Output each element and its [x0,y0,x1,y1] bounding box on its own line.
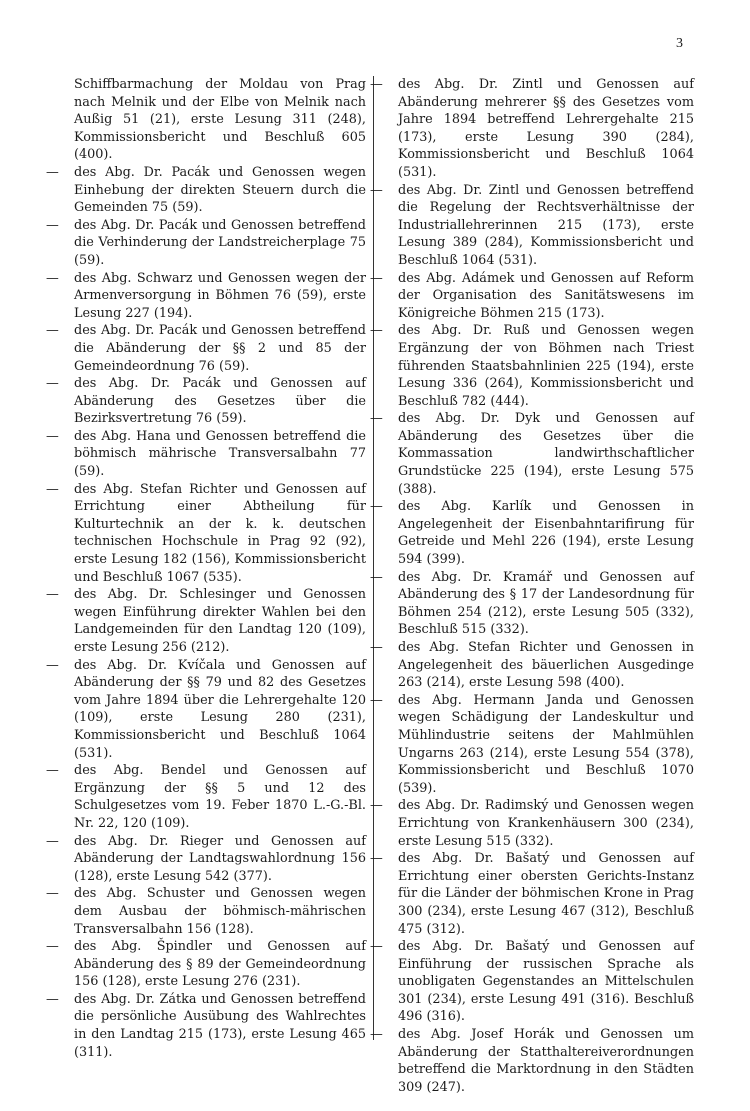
entry-text: des Abg. Hana und Genossen betreffend die böhmisch mährische Transversalbahn 77 (59). [74,428,366,480]
entry-dash: — [46,164,59,180]
index-entry [46,938,366,991]
entry-dash: — [370,798,383,814]
index-entry [370,850,694,938]
entry-text: des Abg. Dr. Dyk und Genossen auf Abänderung des Gesetzes über die Kommassation landwirthschaftlicher Grundstücke 225 (194), erste Lesung 575 (388). [398,411,694,497]
entry-dash: — [46,587,59,603]
index-entry [370,322,694,410]
entry-text: des Abg. Dr. Pacák und Genossen betreffend die Verhinderung der Landstreicherplage 75 (59). [74,217,366,268]
entry-dash: — [46,217,59,233]
entry-text: des Abg. Dr. Zintl und Genossen auf Abänderung mehrerer §§ des Gesetzes vom Jahre 1894 betreffend Lehrergehalte 215 (173), erste Lesung 390 (284), Kommissionsbericht und Beschluß 1064 (531). [398,77,694,180]
entry-text: des Abg. Josef Horák und Genossen um Abänderung der Statthaltereiverordnungen betreffend die Marktordnung in den Städten 309 (247). [398,1027,694,1095]
entry-text: des Abg. Dr. Zátka und Genossen betreffend die persönliche Ausübung des Wahlrechtes in den Landtag 215 (173), erste Lesung 465 (311). [74,991,366,1060]
entry-text: des Abg. Dr. Kvíčala und Genossen auf Abänderung der §§ 79 und 82 des Gesetzes vom Jahre 1894 über die Lehrergehalte 120 (109), erste Lesung 280 (231), Kommissionsbericht und Beschluß 1064 (531). [74,657,366,761]
index-entry [46,657,366,763]
entry-dash: — [370,270,383,286]
entry-dash: — [370,939,383,955]
entry-dash: — [370,182,383,198]
index-entry [46,833,366,886]
entry-dash: — [370,1027,383,1043]
index-entry [46,481,366,587]
index-entry [60,76,366,164]
entry-dash: — [370,499,383,515]
entry-text: des Abg. Dr. Bašatý und Genossen auf Einführung der russischen Sprache als unobligaten Gegenstandes an Mittelschulen 301 (234), erste Lesung 491 (316). Beschluß 496 (316). [398,939,694,1025]
entry-text: des Abg. Dr. Kramář und Genossen auf Abänderung des § 17 der Landesordnung für Böhmen 254 (212), erste Lesung 505 (332), Beschluß 515 (332). [398,569,694,638]
entry-text: des Abg. Dr. Pacák und Genossen wegen Einhebung der direkten Steuern durch die Gemeinden 75 (59). [74,164,366,216]
entry-dash: — [46,270,59,286]
entry-text: des Abg. Karlík und Genossen in Angelegenheit der Eisenbahntarifirung für Getreide und Mehl 226 (194), erste Lesung 594 (399). [398,499,694,568]
index-entry [370,410,694,498]
entry-text: des Abg. Bendel und Genossen auf Ergänzung der §§ 5 und 12 des Schulgesetzes vom 19. Feber 1870 L.-G.-Bl. Nr. 22, 120 (109). [74,763,366,831]
index-entry [46,270,366,323]
index-entry [370,1026,694,1096]
entry-dash: — [46,886,59,902]
index-entry [370,270,694,323]
entry-text: des Abg. Dr. Pacák und Genossen auf Abänderung des Gesetzes über die Bezirksvertretung 76 (59). [74,376,366,427]
entry-text: des Abg. Adámek und Genossen auf Reform der Organisation des Sanitätswesens im Königreiche Böhmen 215 (173). [398,270,694,321]
index-entry [370,569,694,639]
entry-dash: — [46,428,59,444]
index-entry [46,586,366,656]
entry-text: des Abg. Schuster und Genossen wegen dem Ausbau der böhmisch-mährischen Transversalbahn 156 (128). [74,886,366,937]
entry-text: des Abg. Dr. Radimský und Genossen wegen Errichtung von Krankenhäusern 300 (234), erste Lesung 515 (332). [398,798,694,849]
entry-text: des Abg. Dr. Rieger und Genossen auf Abänderung der Landtagswahlordnung 156 (128), erste Lesung 542 (377). [74,833,366,884]
entry-dash: — [46,991,59,1007]
entry-text: des Abg. Stefan Richter und Genossen in Angelegenheit des bäuerlichen Ausgedinge 263 (214), erste Lesung 598 (400). [398,640,694,691]
index-entry [46,885,366,938]
entry-text: des Abg. Schwarz und Genossen wegen der Armenversorgung in Böhmen 76 (59), erste Lesung 227 (194). [74,270,366,321]
column-divider [373,76,374,1040]
index-entry [46,762,366,832]
entry-dash: — [46,833,59,849]
index-entry [370,639,694,692]
index-entry [370,498,694,568]
entry-dash: — [46,481,59,497]
index-entry [46,375,366,428]
entry-dash: — [46,939,59,955]
entry-text: des Abg. Dr. Zintl und Genossen betreffend die Regelung der Rechtsverhältnisse der Industriallehrerinnen 215 (173), erste Lesung 389 (284), Kommissionsbericht und Beschluß 1064 (531). [398,182,694,268]
entry-text: des Abg. Stefan Richter und Genossen auf Errichtung einer Abtheilung für Kulturtechnik an der k. k. deutschen technischen Hochschule in Prag 92 (92), erste Lesung 182 (156), Kommissionsbericht und Beschluß 1067 (535). [74,481,366,585]
entry-text: Schiffbarmachung der Moldau von Prag nach Melnik und der Elbe von Melnik nach Außig 51 (21), erste Lesung 311 (248), Kommissionsbericht und Beschluß 605 (400). [74,77,366,163]
entry-dash: — [370,411,383,427]
entry-dash: — [370,640,383,655]
entry-text: des Abg. Dr. Pacák und Genossen betreffend die Abänderung der §§ 2 und 85 der Gemeindeordnung 76 (59). [74,323,366,374]
entry-text: des Abg. Dr. Schlesinger und Genossen wegen Einführung direkter Wahlen bei den Landgemeinden für den Landtag 120 (109), erste Lesung 256 (212). [74,587,366,655]
index-entry [46,322,366,375]
entry-dash: — [370,569,383,585]
right-column [370,76,694,1096]
index-entry [370,182,694,270]
index-entry [370,76,694,182]
index-entry [46,217,366,270]
entry-dash: — [46,763,59,779]
entry-text: des Abg. Dr. Bašatý und Genossen auf Errichtung einer obersten Gerichts-Instanz für die Länder der böhmischen Krone in Prag 300 (234), erste Lesung 467 (312), Beschluß 475 (312). [398,851,694,937]
index-entry [46,428,366,481]
index-entry [370,692,694,798]
entry-dash: — [46,657,59,673]
entry-dash: — [46,323,59,339]
entry-text: des Abg. Hermann Janda und Genossen wegen Schädigung der Landeskultur und Mühlindustrie seitens der Mahlmühlen Ungarns 263 (214), erste Lesung 554 (378), Kommissionsbericht und Beschluß 1070 (539). [398,692,694,796]
entry-dash: — [370,692,383,708]
index-entry [46,164,366,217]
entry-dash: — [370,77,383,92]
index-entry [370,797,694,850]
entry-dash: — [46,376,59,392]
index-entry [370,938,694,1026]
entry-dash: — [370,323,383,339]
entry-text: des Abg. Dr. Ruß und Genossen wegen Ergänzung der von Böhmen nach Triest führenden Staatsbahnlinien 225 (194), erste Lesung 336 (264), Kommissionsbericht und Beschluß 782 (444). [398,323,694,409]
index-entry [46,991,366,1061]
left-column [46,76,366,1061]
page-number: 3 [676,36,683,51]
entry-text: des Abg. Špindler und Genossen auf Abänderung des § 89 der Gemeindeordnung 156 (128), erste Lesung 276 (231). [74,939,366,990]
entry-dash: — [370,851,383,867]
